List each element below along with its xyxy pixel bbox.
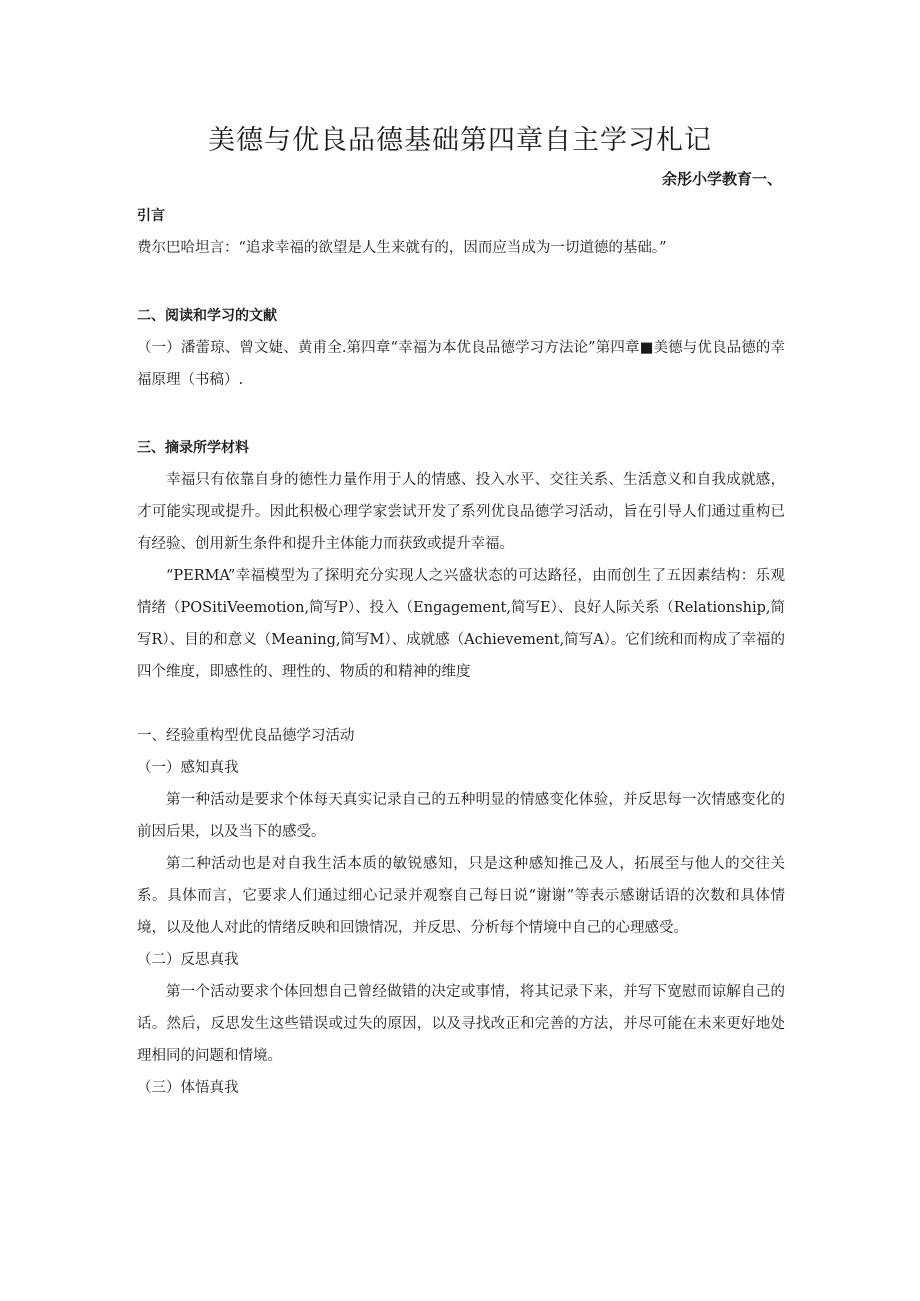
activity-paragraph-1: 第一种活动是要求个体每天真实记录自己的五种明显的情感变化体验，并反思每一次情感变化的前因后果，以及当下的感受。 (137, 792, 785, 840)
reading-heading: 二、阅读和学习的文献 (137, 308, 277, 324)
document-body (137, 200, 785, 1104)
activity-paragraph-2: 第二种活动也是对自我生活本质的敏锐感知，只是这种感知推己及人，拓展至与他人的交往关系。具体而言，它要求人们通过细心记录并观察自己每日说“谢谢”等表示感谢话语的次数和具体情境，以及他人对此的情绪反映和回馈情况，并反思、分析每个情境中自己的心理感受。 (137, 856, 785, 936)
document-title: 美德与优良品德基础第四章自主学习札记 (208, 125, 712, 156)
intro-heading: 引言 (137, 208, 165, 224)
activity-subheading-3: （三）体悟真我 (137, 1080, 239, 1096)
spacer (137, 396, 785, 432)
excerpt-paragraph-1: 幸福只有依靠自身的德性力量作用于人的情感、投入水平、交往关系、生活意义和自我成就感，才可能实现或提升。因此积极心理学家尝试开发了系列优良品德学习活动，旨在引导人们通过重构已有经验、创用新生条件和提升主体能力而获致或提升幸福。 (137, 472, 785, 552)
activity-paragraph-3: 第一个活动要求个体回想自己曾经做错的决定或事情，将其记录下来，并写下宽慰而谅解自己的话。然后，反思发生这些错误或过失的原因，以及寻找改正和完善的方法，并尽可能在未来更好地处理相同的问题和情境。 (137, 984, 785, 1064)
excerpt-paragraph-2: “PERMA”幸福模型为了探明充分实现人之兴盛状态的可达路径，由而创生了五因素结构：乐观情绪（POSitiVeemotion,简写P）、投入（Engagement,简写E）、良好人际关系（Relationship,简写R）、目的和意义（Meaning,简写M）、成就感（Achievement,简写A）。它们统和而构成了幸福的四个维度，即感性的、理性的、物质的和精神的维度 (137, 568, 785, 680)
activity-heading: 一、经验重构型优良品德学习活动 (137, 728, 355, 744)
spacer (137, 264, 785, 300)
activity-subheading-2: （二）反思真我 (137, 952, 239, 968)
intro-quote: 费尔巴哈坦言：“追求幸福的欲望是人生来就有的，因而应当成为一切道德的基础。” (137, 240, 667, 256)
activity-subheading-1: （一）感知真我 (137, 760, 239, 776)
excerpt-heading: 三、摘录所学材料 (137, 440, 249, 456)
reading-item-1: （一）潘蕾琼、曾文婕、黄甫全.第四章“幸福为本优良品德学习方法论”第四章■美德与优良品德的幸福原理（书稿）. (137, 340, 785, 388)
spacer (137, 688, 785, 720)
author-line: 余彤小学教育一、 (661, 170, 782, 188)
